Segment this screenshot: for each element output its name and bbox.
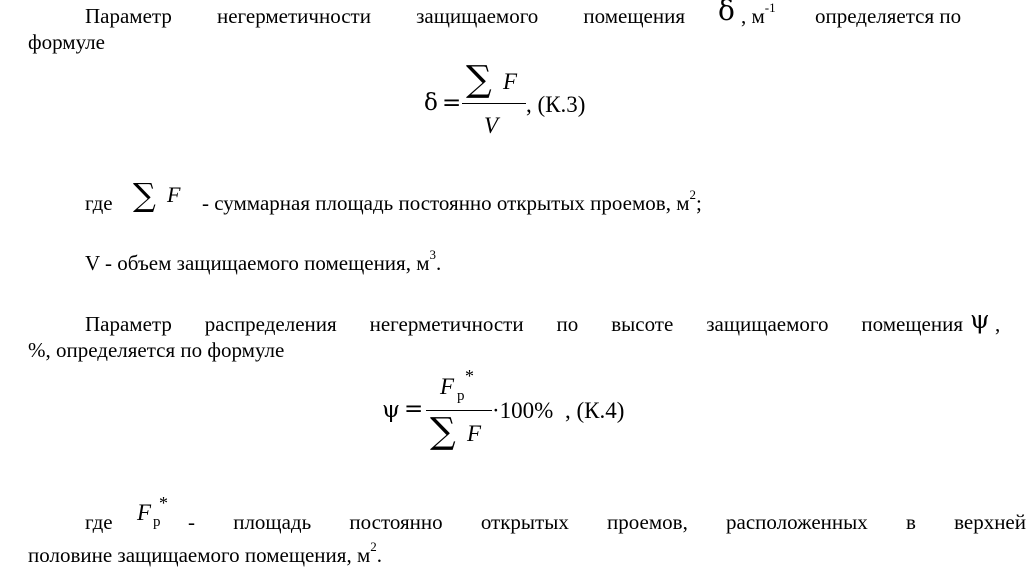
p1-line1-text: Параметр негерметичности защищаемого помещения — [85, 4, 685, 28]
def-fp-exponent: 2 — [370, 539, 377, 554]
where-label: где — [85, 191, 113, 215]
def-fp-sup: * — [159, 493, 168, 513]
p1-unit-exponent: -1 — [764, 0, 776, 15]
def-fp-end: . — [376, 543, 382, 567]
def-v-text: V - объем защищаемого помещения, м — [85, 251, 430, 275]
def-sum-f-var: F — [167, 182, 181, 207]
def-fp-sub: р — [153, 514, 161, 530]
p2-line1-end: , — [995, 312, 1001, 336]
def-v-end: . — [436, 251, 442, 275]
formula-k4-label: , (К.4) — [565, 398, 625, 423]
formula-k4-lhs: ψ — [382, 397, 401, 423]
def-fp-line2-wrap — [28, 539, 382, 568]
psi-symbol: ψ — [970, 305, 990, 334]
def-sum-f-text: - суммарная площадь постоянно открытых проемов, м — [202, 191, 690, 215]
formula-k4-num-sub: р — [457, 388, 465, 404]
p1-line2: формуле — [28, 30, 105, 54]
formula-k3-lhs: δ — [424, 90, 438, 116]
p2-line2: %, определяется по формуле — [28, 338, 285, 362]
p1-unit-text: , м — [741, 4, 765, 28]
p1-line1-tail: определяется по — [815, 4, 962, 28]
def-fp-line1: - площадь постоянно открытых проемов, расположенных в верхней — [188, 510, 1026, 534]
formula-k4-den-var: F — [467, 421, 482, 446]
def-sum-f-exponent: 2 — [689, 187, 696, 202]
delta-symbol: δ — [718, 0, 735, 27]
formula-k3-equals: = — [442, 90, 462, 116]
sum-icon: ∑ — [133, 176, 156, 214]
sum-icon: ∑ — [430, 411, 456, 452]
def-fp-var: F — [137, 500, 152, 525]
formula-k3-numerator-var: F — [503, 69, 518, 94]
where-label: где — [85, 510, 113, 534]
formula-k3-label: , (К.3) — [526, 92, 586, 117]
def-fp-line2: половине защищаемого помещения, м — [28, 543, 371, 567]
formula-k4-equals: = — [404, 396, 424, 422]
formula-k3-denominator: V — [484, 113, 499, 138]
formula-k4-num-sup: * — [465, 366, 474, 386]
formula-k4-multiplier: ·100% — [492, 398, 554, 423]
formula-k4-num-var: F — [440, 374, 455, 399]
p2-line1-text: Параметр распределения негерметичности по высоте защищаемого помещения — [85, 312, 963, 336]
def-v-exponent: 3 — [429, 247, 436, 262]
sum-icon: ∑ — [466, 59, 492, 100]
def-sum-f-end: ; — [695, 191, 702, 215]
